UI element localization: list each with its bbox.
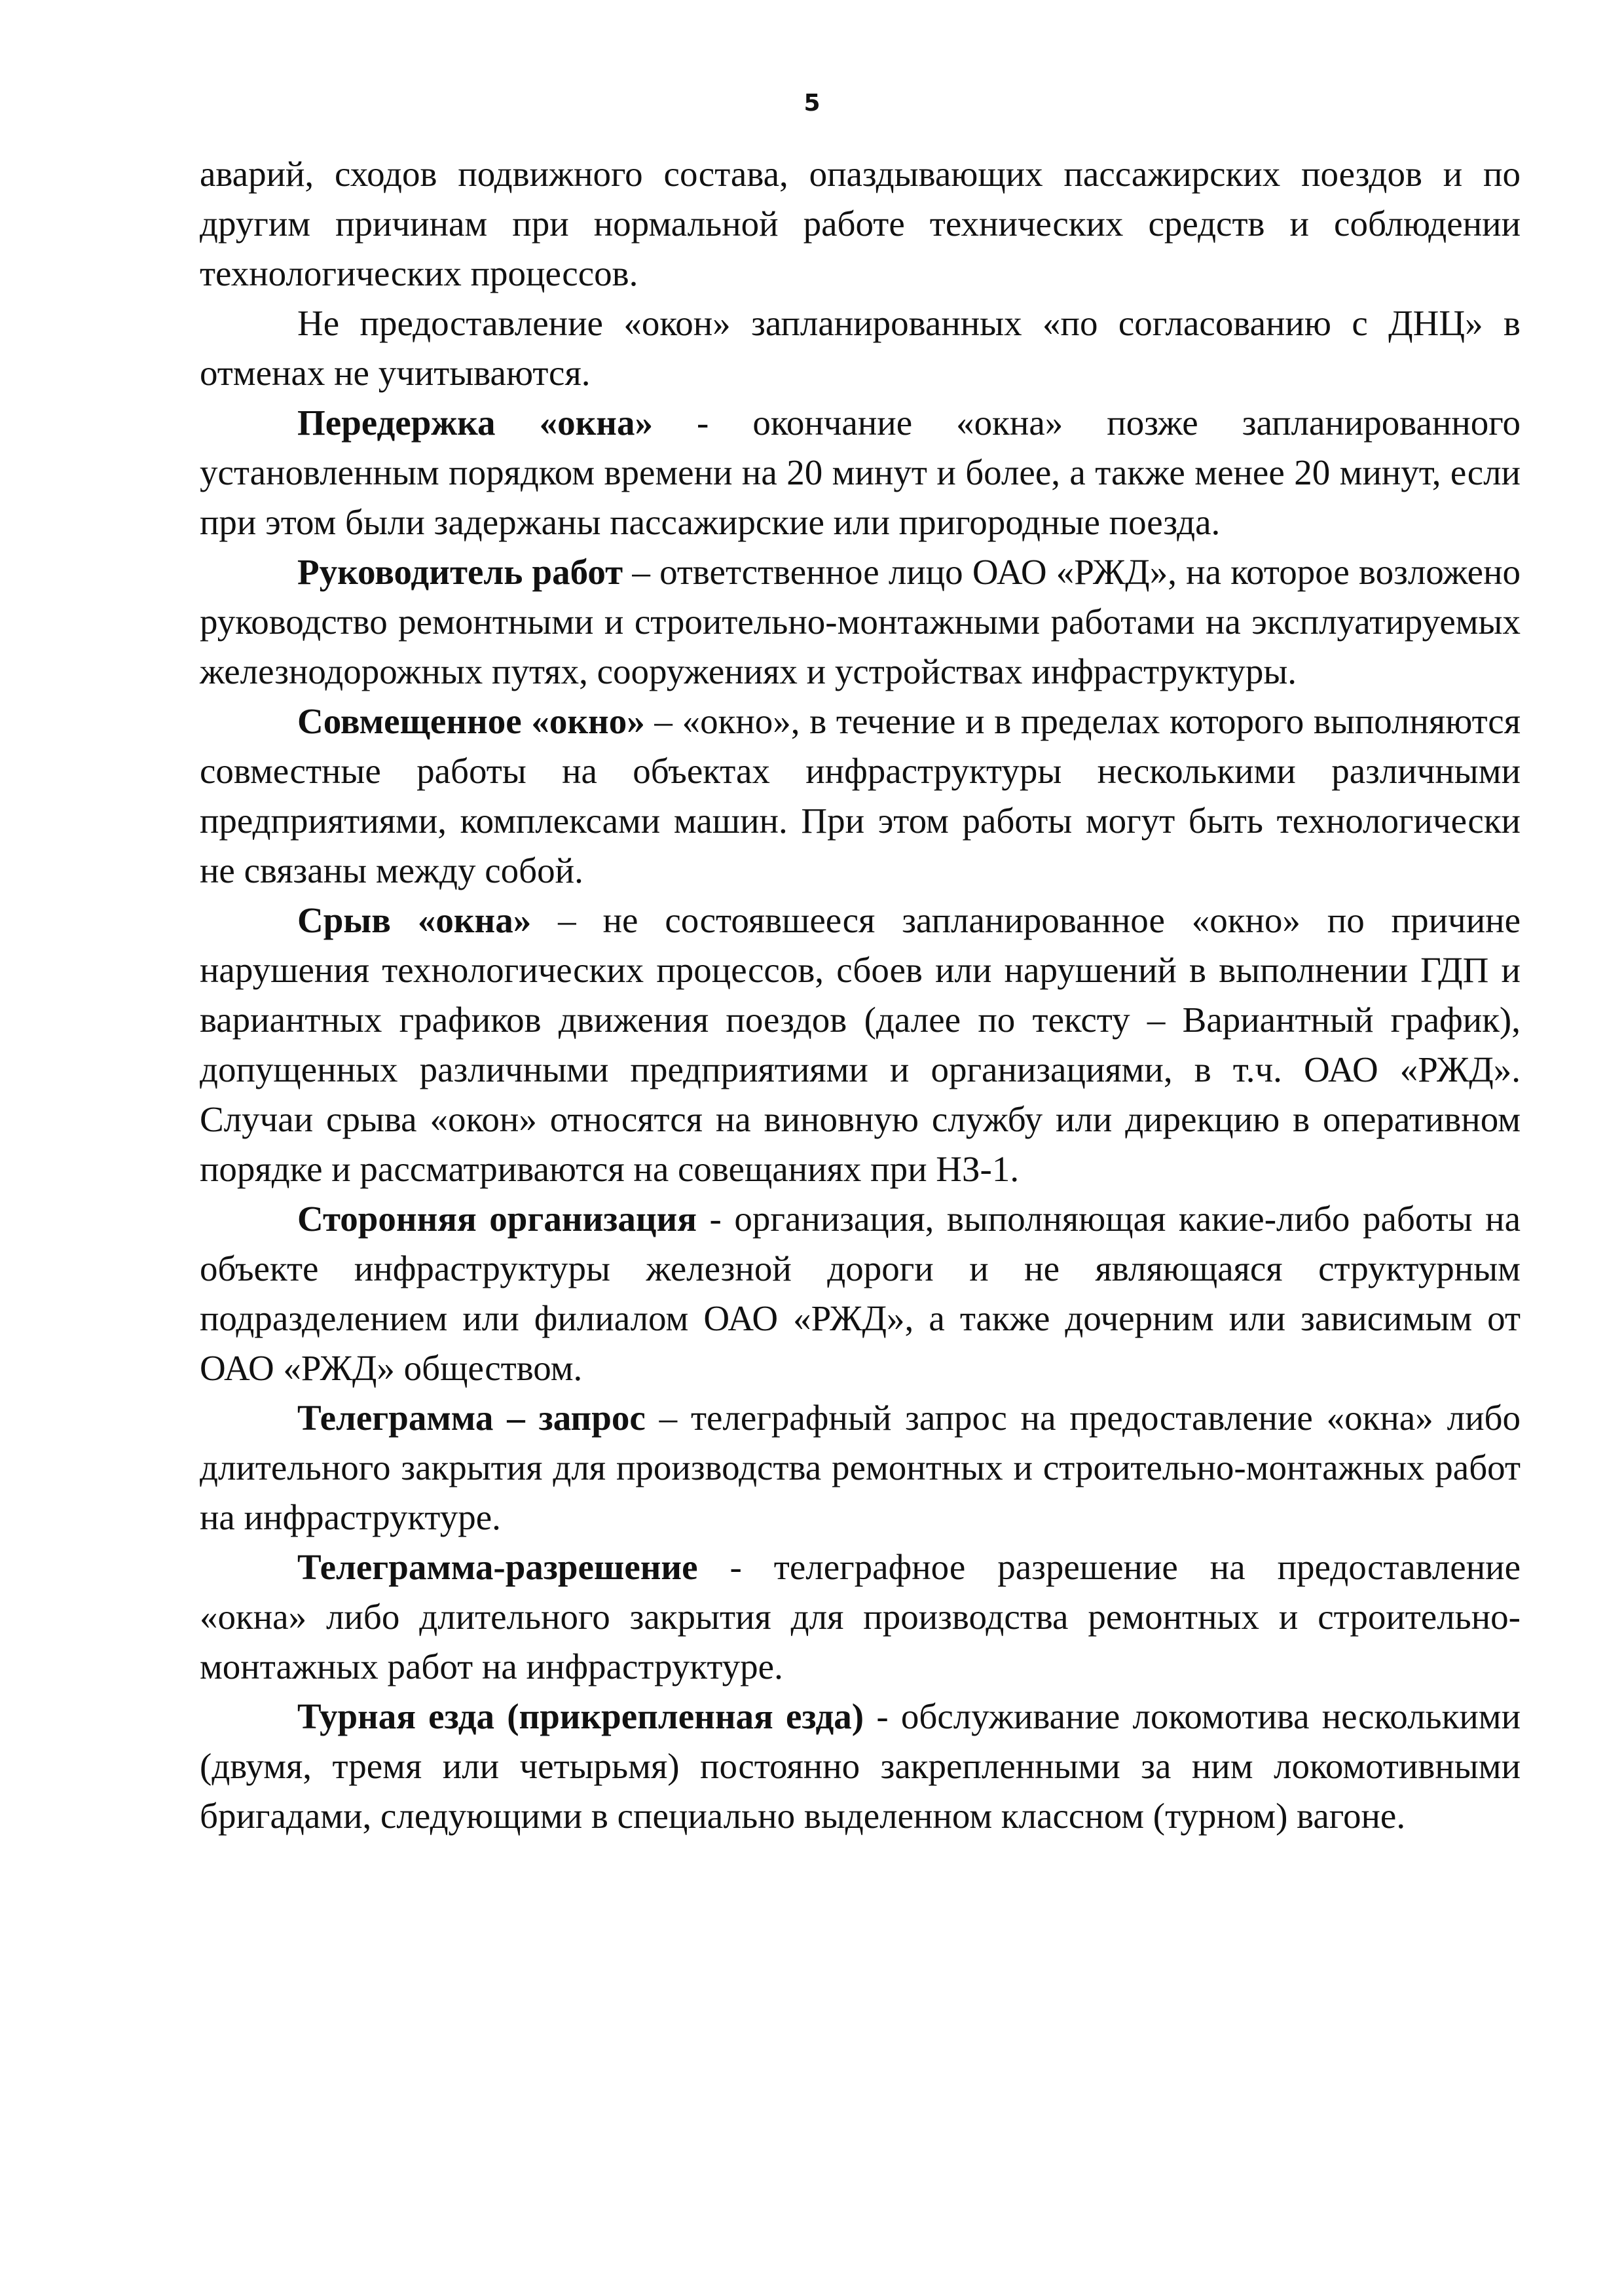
definition-third-party-organization bbox=[200, 1194, 1521, 1393]
definition-text: – не состоявшееся запланированное «окно» по причине нарушения технологических процессов, сбоев или нарушений в выполнении ГДП и вариантных графиков движения поездов (далее по тексту – Вариантный график), допущенных различными предприятиями и организациями, в т.ч. ОАО «РЖД». Случаи срыва «окон» относятся на виновную службу или дирекцию в оперативном порядке и рассматриваются на совещаниях при НЗ-1. bbox=[200, 900, 1521, 1189]
definition-term: Совмещенное «окно» bbox=[297, 701, 645, 741]
definition-text: - телеграфное разрешение на предоставление «окна» либо длительного закрытия для производства ремонтных и строительно-монтажных работ на инфраструктуре. bbox=[200, 1547, 1521, 1686]
document-body bbox=[200, 149, 1521, 1841]
page-number: 5 bbox=[803, 90, 821, 117]
definition-text: - обслуживание локомотива несколькими (двумя, тремя или четырьмя) постоянно закрепленными за ним локомотивными бригадами, следующими в специально выделенном классном (турном) вагоне. bbox=[200, 1696, 1521, 1836]
definition-text: – «окно», в течение и в пределах которого выполняются совместные работы на объектах инфраструктуры несколькими различными предприятиями, комплексами машин. При этом работы могут быть технологически не связаны между собой. bbox=[200, 701, 1521, 890]
definition-text: – ответственное лицо ОАО «РЖД», на которое возложено руководство ремонтными и строительно-монтажными работами на эксплуатируемых железнодорожных путях, сооружениях и устройствах инфраструктуры. bbox=[200, 552, 1521, 691]
paragraph-text: Не предоставление «окон» запланированных «по согласованию с ДНЦ» в отменах не учитываются. bbox=[200, 303, 1521, 393]
definition-term: Руководитель работ bbox=[297, 552, 623, 592]
definition-work-manager bbox=[200, 547, 1521, 697]
definition-tour-driving bbox=[200, 1692, 1521, 1841]
definition-text: - окончание «окна» позже запланированного установленным порядком времени на 20 минут и более, а также менее 20 минут, если при этом были задержаны пассажирские или пригородные поезда. bbox=[200, 403, 1521, 542]
paragraph-continuation bbox=[200, 149, 1521, 299]
definition-term: Телеграмма – запрос bbox=[297, 1398, 646, 1438]
paragraph-text: аварий, сходов подвижного состава, опаздывающих пассажирских поездов и по другим причинам при нормальной работе технических средств и соблюдении технологических процессов. bbox=[200, 154, 1521, 293]
definition-telegram-permission bbox=[200, 1542, 1521, 1692]
definition-text: - организация, выполняющая какие-либо работы на объекте инфраструктуры железной дороги и не являющаяся структурным подразделением или филиалом ОАО «РЖД», а также дочерним или зависимым от ОАО «РЖД» обществом. bbox=[200, 1199, 1521, 1388]
definition-combined-window bbox=[200, 697, 1521, 896]
paragraph-windows-note bbox=[200, 299, 1521, 398]
definition-overrun-window bbox=[200, 398, 1521, 547]
definition-term: Телеграмма-разрешение bbox=[297, 1547, 698, 1587]
definition-term: Срыв «окна» bbox=[297, 900, 532, 940]
definition-telegram-request bbox=[200, 1393, 1521, 1542]
definition-window-failure bbox=[200, 896, 1521, 1194]
definition-term: Турная езда (прикрепленная езда) bbox=[297, 1696, 864, 1736]
definition-term: Сторонняя организация bbox=[297, 1199, 697, 1239]
definition-term: Передержка «окна» bbox=[297, 403, 653, 443]
definition-text: – телеграфный запрос на предоставление «окна» либо длительного закрытия для производства ремонтных и строительно-монтажных работ на инфраструктуре. bbox=[200, 1398, 1521, 1537]
